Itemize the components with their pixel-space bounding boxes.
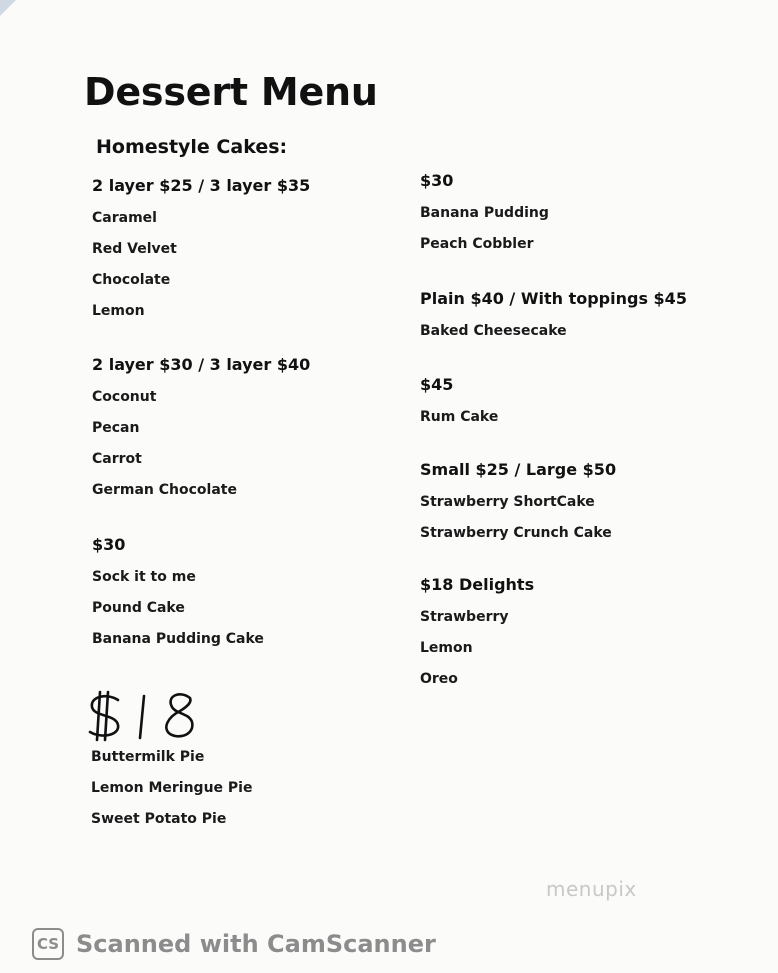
scanner-footer bbox=[32, 927, 436, 961]
menu-item: Sweet Potato Pie bbox=[91, 811, 227, 827]
menu-item: Chocolate bbox=[92, 272, 171, 288]
menu-item: Lemon Meringue Pie bbox=[91, 780, 253, 796]
right-menu-column bbox=[420, 171, 740, 700]
price-heading: 2 layer $25 / 3 layer $35 bbox=[92, 176, 311, 195]
menu-item: Pecan bbox=[92, 420, 140, 436]
menu-item: Red Velvet bbox=[92, 241, 177, 257]
pies-group bbox=[91, 747, 391, 840]
menu-group bbox=[420, 460, 740, 543]
menu-item: Banana Pudding bbox=[420, 205, 549, 221]
left-menu-column bbox=[92, 176, 412, 660]
price-heading: $45 bbox=[420, 375, 454, 394]
footer-text: Scanned with CamScanner bbox=[76, 930, 436, 958]
menu-item: Strawberry Crunch Cake bbox=[420, 525, 612, 541]
price-heading: $30 bbox=[92, 535, 126, 554]
price-heading: Small $25 / Large $50 bbox=[420, 460, 617, 479]
menu-title: Dessert Menu bbox=[84, 70, 378, 114]
menu-group bbox=[420, 171, 740, 254]
menu-item: Oreo bbox=[420, 671, 458, 687]
menu-group bbox=[420, 289, 740, 341]
price-heading: 2 layer $30 / 3 layer $40 bbox=[92, 355, 311, 374]
watermark: menupix bbox=[546, 877, 637, 901]
menu-group bbox=[420, 375, 740, 427]
section-subtitle: Homestyle Cakes: bbox=[96, 136, 288, 158]
menu-item: Strawberry bbox=[420, 609, 509, 625]
menu-item: Strawberry ShortCake bbox=[420, 494, 595, 510]
camscanner-logo-icon: CS bbox=[32, 928, 64, 960]
menu-item: Carrot bbox=[92, 451, 142, 467]
menu-group bbox=[92, 535, 412, 649]
menu-item: Lemon bbox=[92, 303, 145, 319]
menu-item: Caramel bbox=[92, 210, 157, 226]
menu-group bbox=[92, 355, 412, 500]
menu-item: Sock it to me bbox=[92, 569, 196, 585]
menu-item: Buttermilk Pie bbox=[91, 749, 205, 765]
menu-item: Banana Pudding Cake bbox=[92, 631, 264, 647]
scan-corner-mark bbox=[0, 0, 16, 16]
menu-group bbox=[92, 176, 412, 321]
menu-item: Baked Cheesecake bbox=[420, 323, 567, 339]
menu-item: Coconut bbox=[92, 389, 157, 405]
handwritten-price-drawing bbox=[86, 690, 216, 742]
menu-item: Lemon bbox=[420, 640, 473, 656]
price-heading: Plain $40 / With toppings $45 bbox=[420, 289, 687, 308]
menu-group bbox=[420, 575, 740, 689]
menu-item: Peach Cobbler bbox=[420, 236, 534, 252]
price-heading: $30 bbox=[420, 171, 454, 190]
menu-item: Pound Cake bbox=[92, 600, 185, 616]
price-heading: $18 Delights bbox=[420, 575, 535, 594]
menu-item: Rum Cake bbox=[420, 409, 499, 425]
menu-item: German Chocolate bbox=[92, 482, 237, 498]
